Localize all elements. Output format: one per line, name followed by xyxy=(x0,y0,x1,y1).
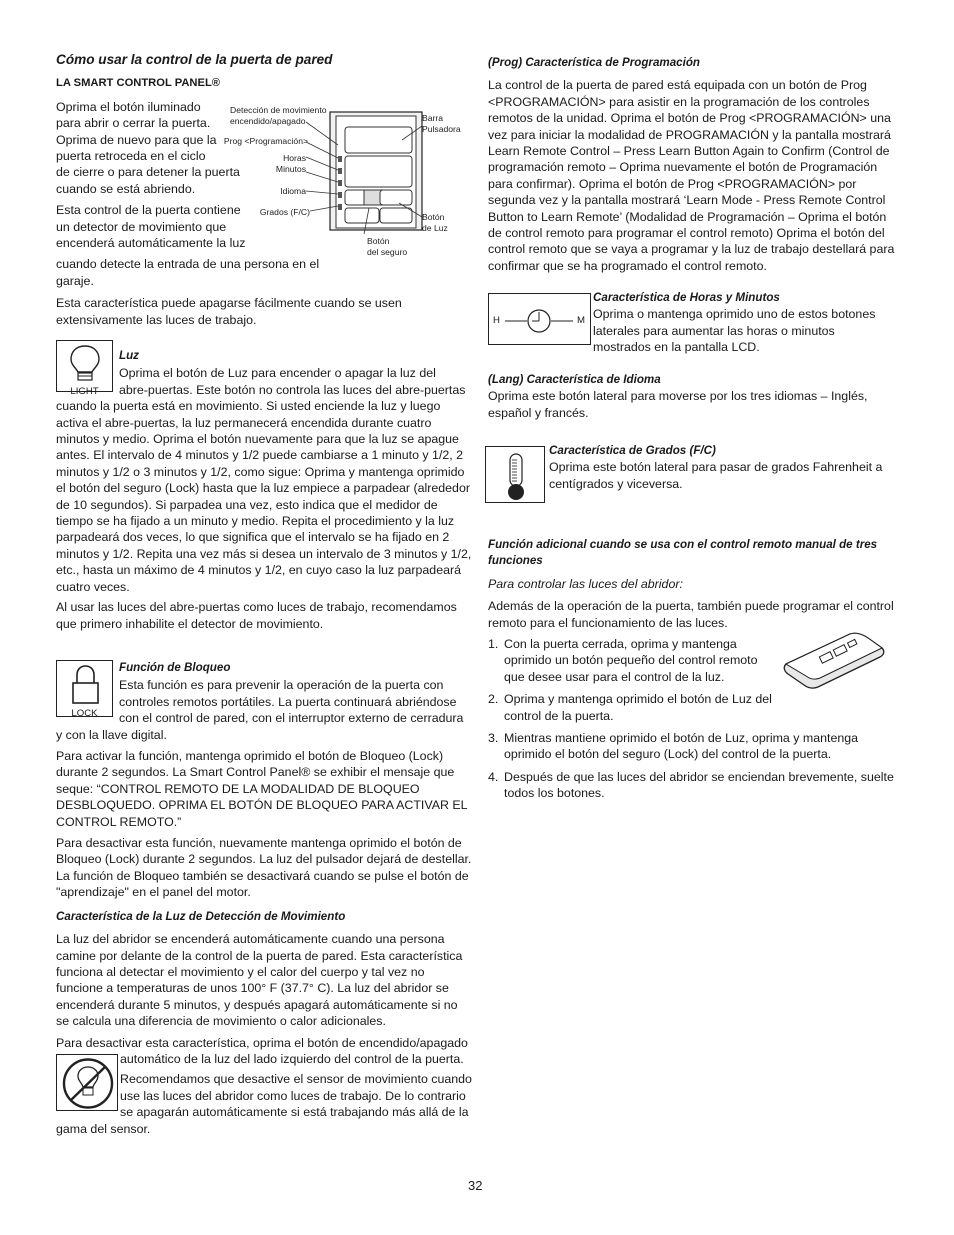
extra-intro: Además de la operación de la puerta, también puede programar el control remoto para el funcionamiento de las luces. xyxy=(488,599,894,630)
step-item xyxy=(488,691,783,724)
lang-body: Oprima este botón lateral para moverse por los tres idiomas – Inglés, español y francés. xyxy=(488,389,868,420)
step-number: 2. xyxy=(488,692,499,707)
text-line: abre-puertas. Este botón no controla las luces del abre-puertas xyxy=(119,382,466,397)
label-motion-detection: Detección de movimiento encendido/apagado xyxy=(230,105,327,126)
extra-heading: Función adicional cuando se usa con el control remoto manual de tres funciones xyxy=(488,538,878,568)
lock-icon-box xyxy=(56,660,113,720)
step-number: 4. xyxy=(488,769,499,784)
label-lock-button: Botón del seguro xyxy=(367,236,408,257)
text-line: use las luces del abridor como luces de trabajo. De lo contrario xyxy=(120,1088,466,1103)
label-prog: Prog <Programación> xyxy=(223,136,308,146)
step-text: Después de que las luces del abridor se enciendan brevemente, suelte todos los botones. xyxy=(504,769,894,801)
text-line: Recomendamos que desactive el sensor de movimiento cuando xyxy=(120,1072,472,1087)
text-line: Esta función es para prevenir la operación de la puerta con xyxy=(119,678,444,693)
lang-section xyxy=(488,372,900,427)
motion-p3-rest: gama del sensor. xyxy=(56,1121,151,1136)
hours-icon-m: M xyxy=(577,315,585,326)
light-section xyxy=(56,340,474,638)
text-line: centígrados y viceversa. xyxy=(549,476,683,491)
degrees-heading: Característica de Grados (F/C) xyxy=(549,444,716,457)
page-number: 32 xyxy=(468,1178,483,1193)
no-light-icon-box xyxy=(56,1054,118,1111)
section-title: Cómo usar la control de la puerta de pared xyxy=(56,52,333,67)
hours-icon-box xyxy=(488,293,591,345)
lock-icon xyxy=(57,661,114,705)
light-icon-box xyxy=(56,340,113,398)
light-body: cuando la puerta está en movimiento. Si usted enciende la luz y luego activa el abre-puertas, la luz permanecerá encendida durante cuatro minutos y medio. Oprima el botón nuevamente para que la luz se apague antes. El intervalo de 4 minutos y 1/2 puede cambiarse a 1 minuto y 1/2, 2 minutos y 1/2 o 3 minutos y 1/2, como sigue: Oprima y mantenga oprimido el botón del seguro (Lock) hasta que la luz empiece a parpadear (alrededor de 10 segundos). Si parpadea una vez, esto indica que el medidor de tiempo se ha fijado a un minuto y medio. Repita el procedimiento y la luz parpadeará dos veces, lo que significa que el intervalo se ha fijado en 2 minutos y 1/2. Repita una vez más si desea un intervalo de 3 minutos y 1/2, etc., hasta un máximo de 4 minutos y 1/2, en cuyo caso la luz parpadeará cuatro veces. xyxy=(56,399,472,594)
no-light-icon xyxy=(57,1055,119,1112)
label-push-bar: Barra Pulsadora xyxy=(422,113,461,134)
remote-icon xyxy=(782,624,888,694)
degrees-section xyxy=(485,443,900,492)
thermometer-icon xyxy=(486,447,546,504)
text-line: Oprima de nuevo para que la xyxy=(56,132,217,147)
text-line: laterales para aumentar las horas o minutos xyxy=(593,323,835,338)
text-line: Oprima el botón iluminado xyxy=(56,99,201,114)
text-line: controles remotos portátiles. La puerta continuará abriéndose xyxy=(119,694,457,709)
hours-heading: Característica de Horas y Minutos xyxy=(593,291,780,304)
right-column xyxy=(488,55,900,280)
label-light-button: Botón de Luz xyxy=(422,212,448,233)
lock-heading: Función de Bloqueo xyxy=(119,661,231,674)
lock-activate: Para activar la función, mantenga oprimido el botón de Bloqueo (Lock) durante 2 segundos. La Smart Control Panel® se exhibir el mensaje que seque: “CONTROL REMOTO DE LA MODALIDAD DE BLOQUEO DESBLOQUEDO. OPRIMA EL BOTÓN DE BLOQUEO PARA ACTIVAR EL CONTROL REMOTO.” xyxy=(56,749,468,829)
light-bulb-icon xyxy=(57,341,114,383)
text-line: para abrir o cerrar la puerta. xyxy=(56,116,211,131)
intro-p3: Esta característica puede apagarse fácilmente cuando se usen extensivamente las luces de trabajo. xyxy=(56,296,402,327)
text-line: encenderá automáticamente la luz xyxy=(56,236,246,251)
label-language: Idioma xyxy=(280,186,306,196)
extra-subheading: Para controlar las luces del abridor: xyxy=(488,576,683,591)
lock-icon-caption: LOCK xyxy=(71,708,98,720)
hours-section xyxy=(488,290,900,356)
text-line: Oprima o mantenga oprimido uno de estos botones xyxy=(593,307,876,322)
step-number: 3. xyxy=(488,731,499,746)
motion-p2-line1: Para desactivar esta característica, oprima el botón de encendido/apagado xyxy=(56,1035,468,1050)
light-work-lights: Al usar las luces del abre-puertas como luces de trabajo, recomendamos que primero inhabilite el detector de movimiento. xyxy=(56,600,457,631)
lock-deactivate: Para desactivar esta función, nuevamente mantenga oprimido el botón de Bloqueo (Lock) durante 2 segundos. La luz del pulsador dejará de destellar. La función de Bloqueo también se desactivará cuando se pulse el botón de "aprendizaje" en el panel del motor. xyxy=(56,836,472,900)
prog-body: La control de la puerta de pared está equipada con un botón de Prog <PROGRAMACIÓN> para asistir en la programación de los controles remotos de la unidad. Oprima el botón de Prog <PROGRAMACIÓN> una vez para iniciar la modalidad de PROGRAMACIÓN y la pantalla mostrará Learn Remote Control – Press Learn Button Again to Confirm (Control de programación remoto – Oprima nuevamente el botón de Programación para confirmar). Oprima el botón de Prog <PROGRAMACIÓN> por segunda vez y la pantalla mostrará ‘Learn Mode - Press Remote Control Button to Learn Remote’ (Modalidad de Programación – Oprima el botón de control remoto para programar el control remoto) Oprima el botón del control remoto que se vaya a programar y la luz de trabajo destellará para confirmar que se ha programado el control remoto. xyxy=(488,78,895,273)
text-line: mostrados en la pantalla LCD. xyxy=(593,340,760,355)
text-line: Esta control de la puerta contiene xyxy=(56,203,241,218)
text-line: Oprima el botón de Luz para encender o apagar la luz del xyxy=(119,366,436,381)
motion-heading: Característica de la Luz de Detección de Movimiento xyxy=(56,909,346,923)
text-line: cuando se está abriendo. xyxy=(56,181,196,196)
step-text: Oprima y mantenga oprimido el botón de Luz del control de la puerta. xyxy=(504,692,772,723)
motion-p2-line2: automático de la luz del lado izquierdo del control de la puerta. xyxy=(120,1051,464,1066)
panel-heading: LA SMART CONTROL PANEL® xyxy=(56,77,221,90)
step-text: Mientras mantiene oprimido el botón de Luz, oprima y mantenga oprimido el botón del seguro (Lock) del control de la puerta. xyxy=(504,731,859,762)
step-item xyxy=(488,730,900,763)
degrees-icon-box xyxy=(485,446,545,503)
label-hours-minutes: Horas Minutos xyxy=(275,153,306,174)
step-item xyxy=(488,769,900,802)
step-number: 1. xyxy=(488,637,499,652)
lang-heading: (Lang) Característica de Idioma xyxy=(488,373,661,386)
prog-heading: (Prog) Característica de Programación xyxy=(488,56,700,69)
step-text: Con la puerta cerrada, oprima y mantenga oprimido un botón pequeño del control remoto que desee usar para el control de la luz. xyxy=(504,637,758,684)
light-icon-caption: LIGHT xyxy=(70,386,99,398)
text-line: un detector de movimiento que xyxy=(56,219,227,234)
step-item xyxy=(488,636,773,685)
text-line: con el control de pared, con el interruptor externo de cerradura xyxy=(119,711,464,726)
text-line: se apagarán automáticamente si está trabajando más allá de la xyxy=(120,1105,469,1120)
text-line: de cierre o para detener la puerta xyxy=(56,165,240,180)
motion-p1: La luz del abridor se encenderá automáticamente cuando una persona camine por delante de la control de la puerta de pared. Esta característica funciona al detectar el movimiento y el calor del cuerpo y tal vez no funcione a temperaturas de unos 100° F (37.7° C). La luz del abridor se encenderá durante 5 minutos, y después apagará automáticamente si no se calcula una diferencia de movimiento o calor adicionales. xyxy=(56,932,463,1029)
wall-control-diagram xyxy=(214,100,474,266)
hours-icon-h: H xyxy=(493,315,500,326)
lock-body-rest: y con la llave digital. xyxy=(56,727,167,742)
text-line: puerta retroceda en el ciclo xyxy=(56,149,206,164)
intro-p2-rest: cuando detecte la entrada de una persona en el garaje. xyxy=(56,257,320,288)
label-degrees: Grados (F/C) xyxy=(259,207,310,217)
light-heading: Luz xyxy=(119,349,139,362)
remote-control-illustration xyxy=(782,624,888,694)
text-line: Oprima este botón lateral para pasar de grados Fahrenheit a xyxy=(549,460,883,475)
